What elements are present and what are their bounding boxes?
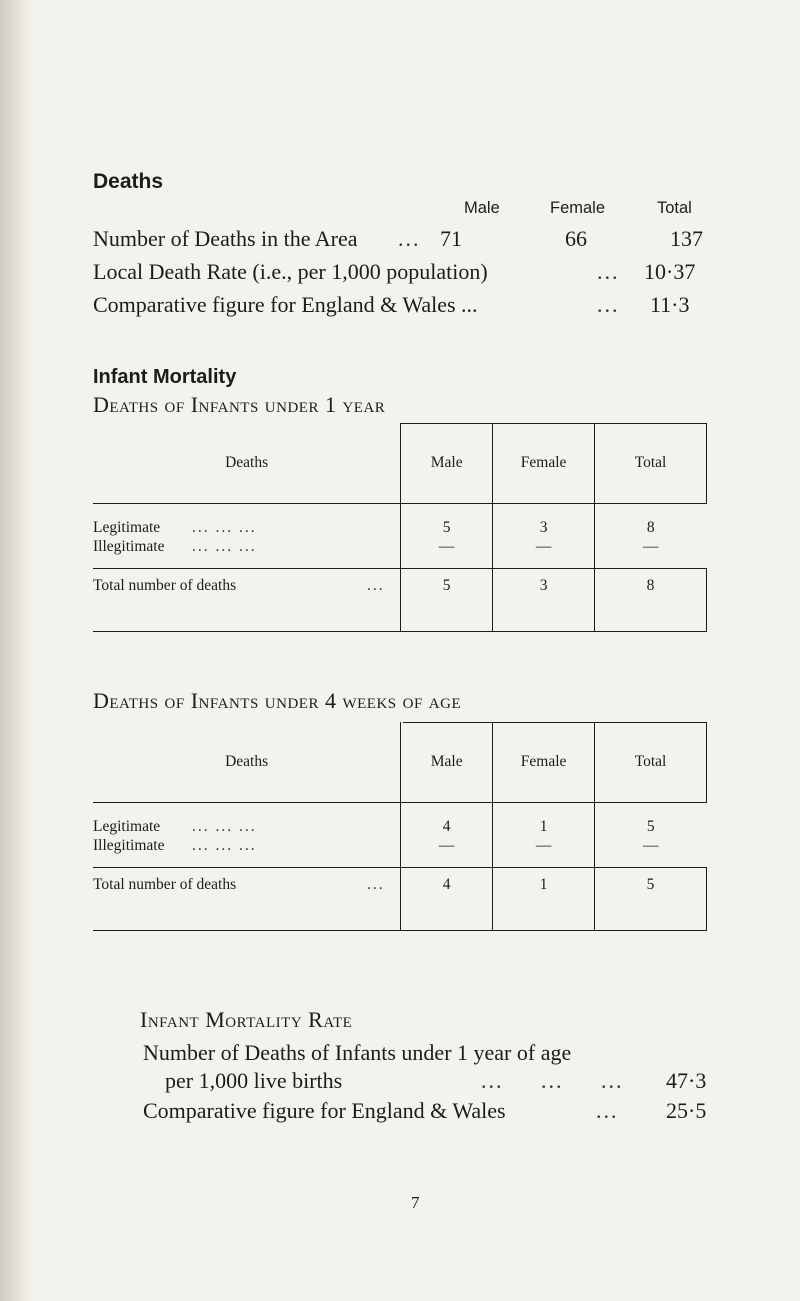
death-rate-value: 10·37 xyxy=(644,259,696,284)
total-male-cell: 4 xyxy=(401,868,493,931)
deaths-heading: Deaths xyxy=(93,170,164,193)
comparative-rate-value: 25·5 xyxy=(666,1098,707,1123)
total-cell: 5 xyxy=(595,803,707,838)
table1-header-female: Female xyxy=(493,423,595,504)
deaths-total-value: 137 xyxy=(670,226,703,251)
rate-line1: Number of Deaths of Infants under 1 year of age xyxy=(143,1040,572,1065)
table-row xyxy=(93,504,707,539)
table-row xyxy=(93,538,707,569)
total-row-label: Total number of deaths ... xyxy=(93,569,401,632)
total-female-cell: 3 xyxy=(493,569,595,632)
total-row-dots: ... xyxy=(367,577,385,594)
male-cell: 5 xyxy=(401,504,493,539)
death-rate-dots: ... xyxy=(597,259,620,284)
total-cell: — xyxy=(595,538,707,569)
table1-title: Deaths of Infants under 1 year xyxy=(93,392,386,417)
table-row xyxy=(93,837,707,868)
total-row-dots: ... xyxy=(367,876,385,893)
total-cell: 8 xyxy=(595,504,707,539)
male-cell: — xyxy=(401,538,493,569)
row-label: Illegitimate ... ... ... xyxy=(93,538,257,555)
rate-line2-dots: ... ... ... xyxy=(481,1068,624,1093)
deaths-row-number-label: Number of Deaths in the Area xyxy=(93,226,358,251)
rate-line2-label: per 1,000 live births xyxy=(165,1068,343,1093)
infant-deaths-under-1-year-table xyxy=(93,423,707,632)
rate-line3-dots: ... xyxy=(596,1098,619,1123)
table2-header-total: Total xyxy=(595,722,707,803)
total-cell: — xyxy=(595,837,707,868)
infant-deaths-under-4-weeks-table xyxy=(93,722,707,931)
female-cell: 3 xyxy=(493,504,595,539)
total-total-cell: 5 xyxy=(595,868,707,931)
deaths-row-number-dots: ... xyxy=(398,226,421,251)
table-total-row xyxy=(93,569,707,632)
table2-header-male: Male xyxy=(401,722,493,803)
row-dots: ... ... ... xyxy=(192,818,257,835)
page-edge-shadow xyxy=(0,0,34,1301)
deaths-male-value: 71 xyxy=(440,226,462,251)
row-label: Legitimate ... ... ... xyxy=(93,519,257,536)
comparative-death-dots: ... xyxy=(597,292,620,317)
row-label: Legitimate ... ... ... xyxy=(93,818,257,835)
rate-title: Infant Mortality Rate xyxy=(140,1007,353,1032)
table-total-row xyxy=(93,868,707,931)
total-male-cell: 5 xyxy=(401,569,493,632)
col-male-label: Male xyxy=(464,199,500,217)
table2-header-deaths: Deaths xyxy=(93,722,401,803)
row-dots: ... ... ... xyxy=(192,837,257,854)
table1-header-total: Total xyxy=(595,423,707,504)
female-cell: — xyxy=(493,837,595,868)
total-total-cell: 8 xyxy=(595,569,707,632)
death-rate-label: Local Death Rate (i.e., per 1,000 population) xyxy=(93,259,488,284)
rate-value: 47·3 xyxy=(666,1068,707,1093)
comparative-death-value: 11·3 xyxy=(650,292,690,317)
total-female-cell: 1 xyxy=(493,868,595,931)
deaths-female-value: 66 xyxy=(565,226,587,251)
male-cell: 4 xyxy=(401,803,493,838)
table2-title: Deaths of Infants under 4 weeks of age xyxy=(93,688,462,713)
comparative-death-label: Comparative figure for England & Wales ... xyxy=(93,292,478,317)
table2-header-female: Female xyxy=(493,722,595,803)
infant-mortality-heading: Infant Mortality xyxy=(93,366,237,388)
table1-header-deaths: Deaths xyxy=(93,423,401,504)
row-label: Illegitimate ... ... ... xyxy=(93,837,257,854)
male-cell: — xyxy=(401,837,493,868)
page-number: 7 xyxy=(411,1193,420,1212)
col-female-label: Female xyxy=(550,199,606,217)
row-dots: ... ... ... xyxy=(192,538,257,555)
female-cell: 1 xyxy=(493,803,595,838)
row-dots: ... ... ... xyxy=(192,519,257,536)
total-row-label: Total number of deaths ... xyxy=(93,868,401,931)
female-cell: — xyxy=(493,538,595,569)
table1-header-male: Male xyxy=(401,423,493,504)
table-row xyxy=(93,803,707,838)
col-total-label: Total xyxy=(657,199,692,217)
rate-line3-label: Comparative figure for England & Wales xyxy=(143,1098,506,1123)
